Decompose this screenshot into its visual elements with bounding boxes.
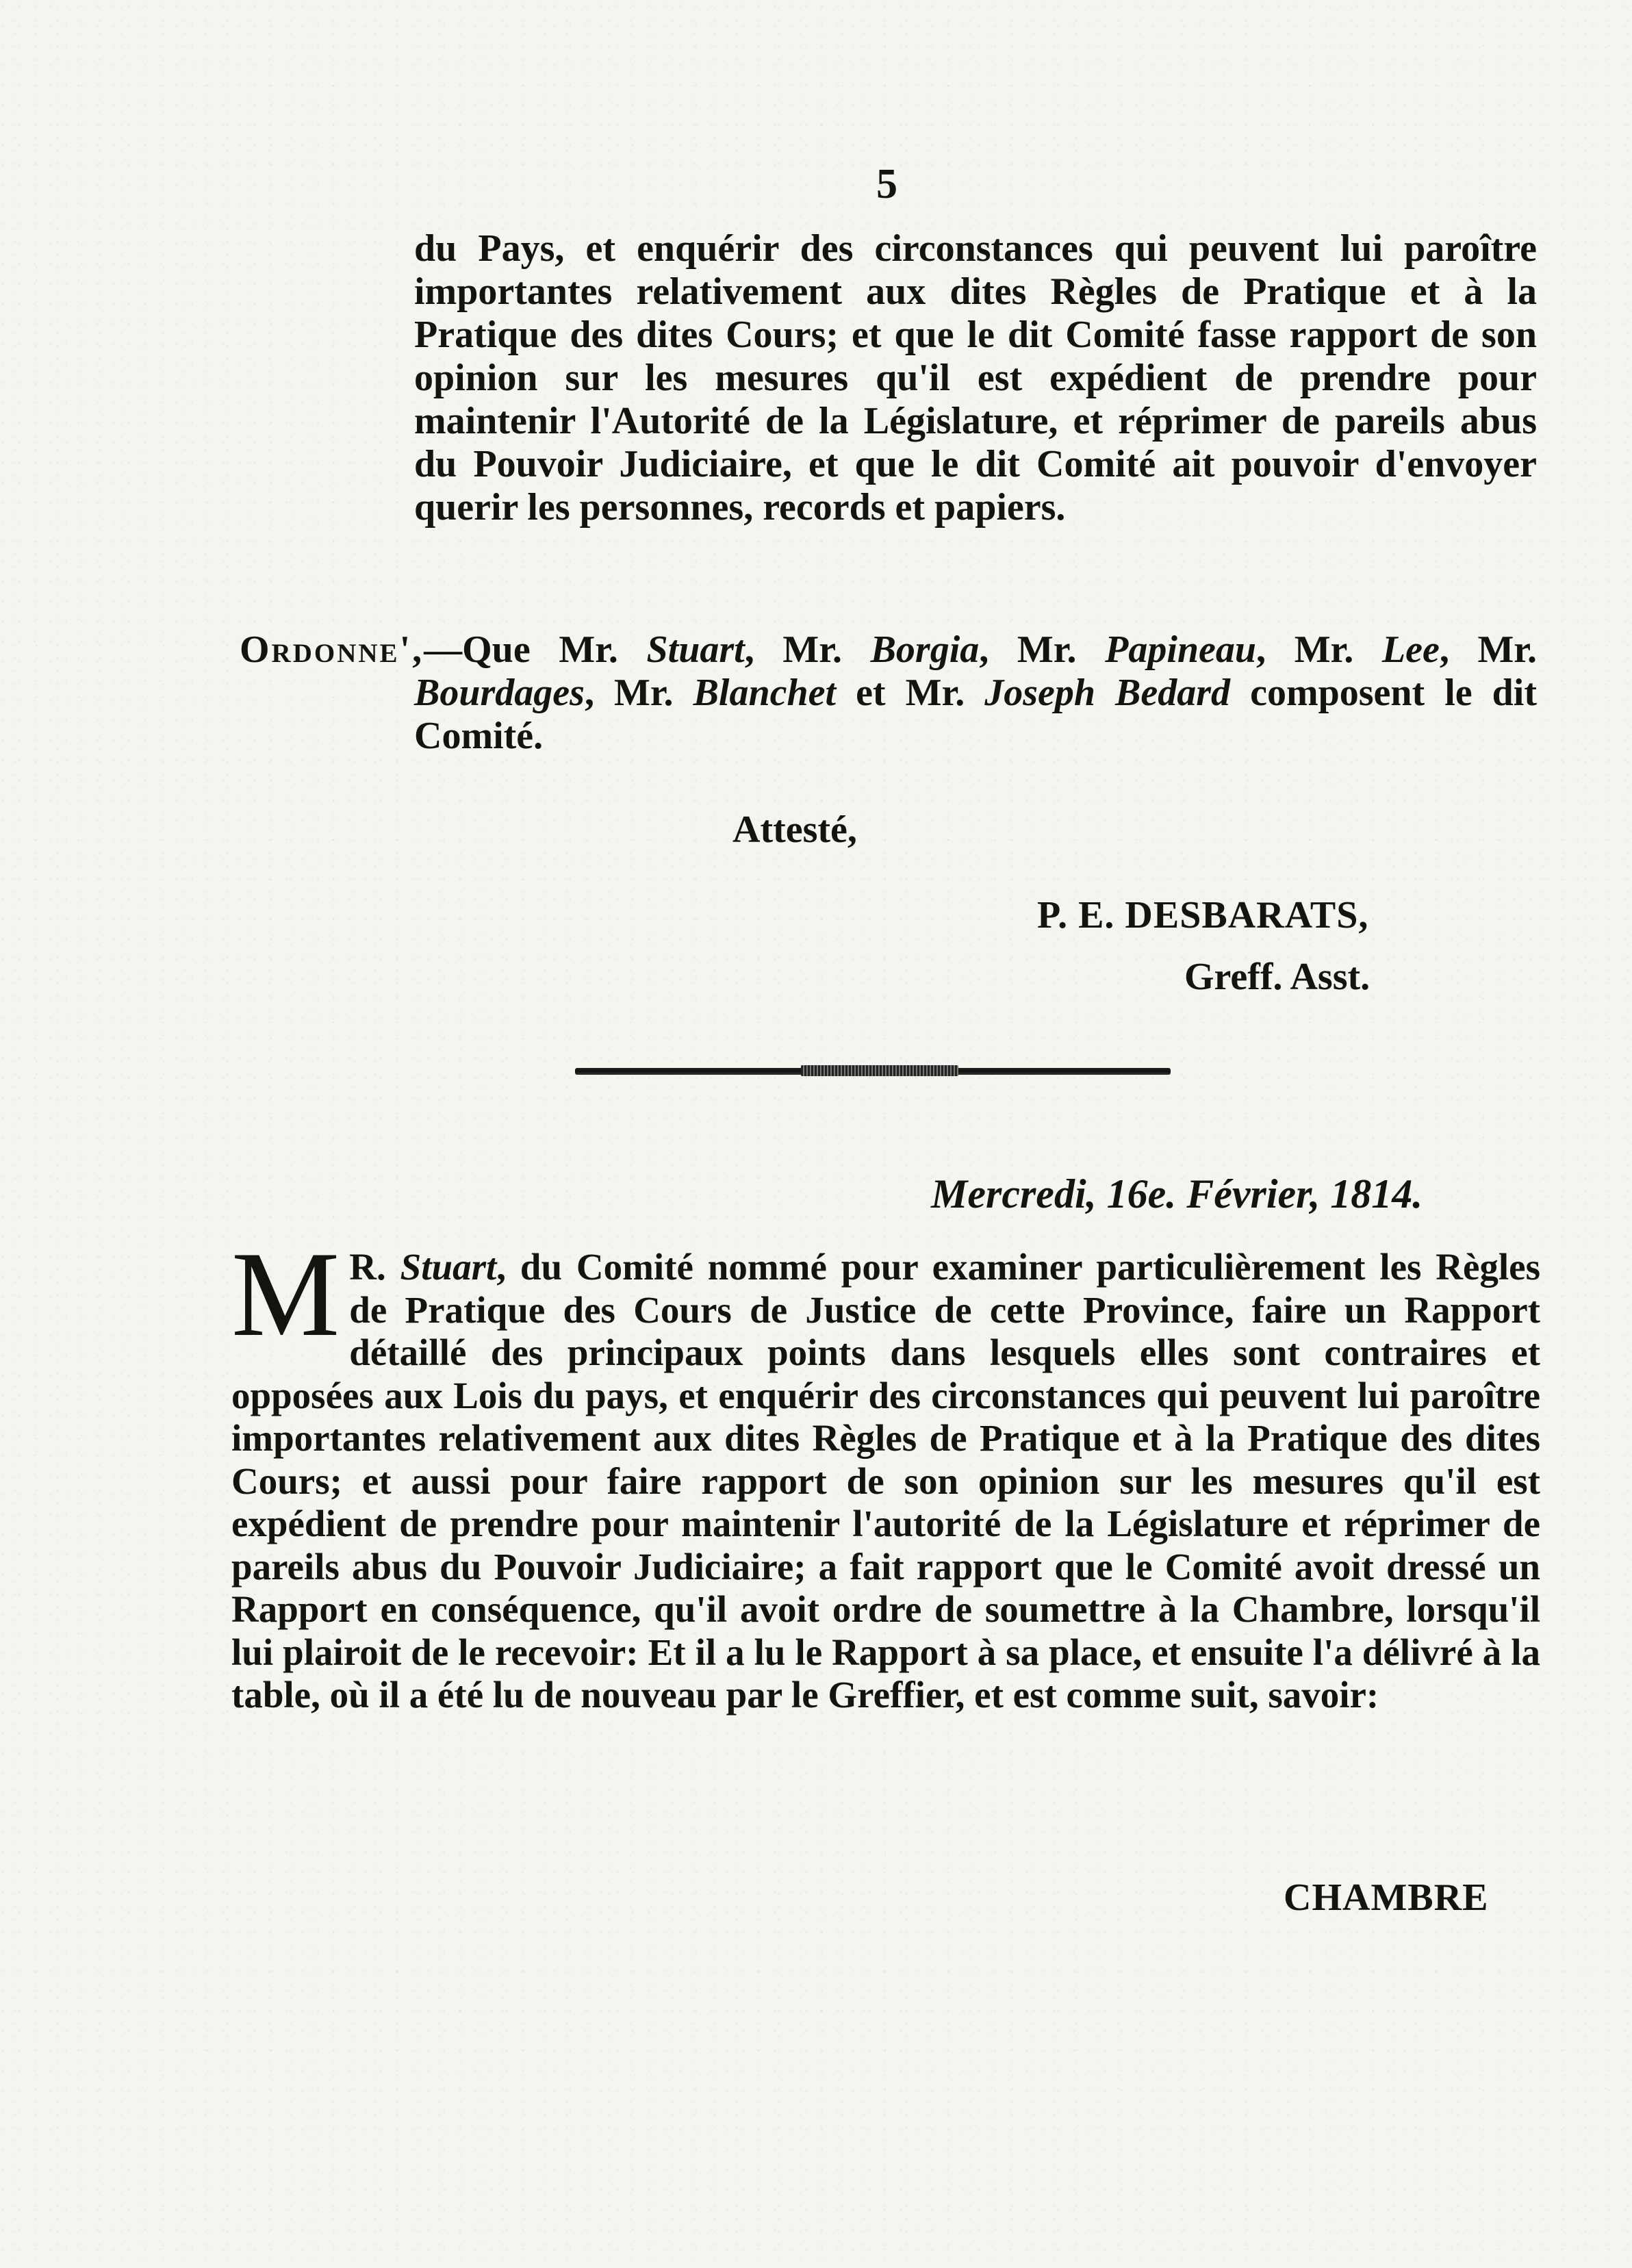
member-borgia: Borgia	[870, 628, 980, 671]
signer-name: P. E. DESBARATS,	[1037, 894, 1369, 936]
report-member-name: Stuart	[400, 1246, 497, 1288]
order-ending: composent le dit Comité.	[414, 672, 1538, 757]
order-paragraph: Ordonne',—Que Mr. Stuart, Mr. Borgia, Mr. Papineau, Mr. Lee, Mr. Bourdages, Mr. Blanchet et Mr. Joseph Bedard composent le dit Comité.	[240, 628, 1538, 757]
member-stuart: Stuart	[646, 628, 745, 671]
mr-prefix: Mr.	[1017, 628, 1106, 671]
mr-prefix: Mr.	[905, 672, 985, 714]
order-dash: —Que	[424, 628, 559, 671]
section-divider-rule	[575, 1068, 1171, 1075]
mr-prefix: Mr.	[613, 672, 693, 714]
conjunction: et	[836, 672, 906, 714]
report-opening: R.	[349, 1246, 400, 1288]
catchword: CHAMBRE	[1284, 1876, 1489, 1919]
mr-prefix: Mr.	[1294, 628, 1382, 671]
member-joseph-bedard: Joseph Bedard	[984, 672, 1231, 714]
member-blanchet: Blanchet	[693, 672, 837, 714]
page-number: 5	[876, 161, 897, 207]
order-label: Ordonne',	[240, 628, 424, 671]
session-date: Mercredi, 16e. Février, 1814.	[931, 1171, 1423, 1216]
member-bourdages: Bourdages	[414, 672, 585, 714]
signer-title: Greff. Asst.	[1184, 956, 1370, 998]
mr-prefix: Mr.	[782, 628, 871, 671]
mr-prefix: Mr.	[559, 628, 647, 671]
report-paragraph	[231, 1226, 1540, 1717]
attestation: Attesté,	[732, 808, 857, 851]
mr-prefix: Mr.	[1477, 628, 1538, 671]
report-body: , du Comité nommé pour examiner particulièrement les Règles de Pratique des Cours de Justice de cette Province, faire un Rapport détaillé des principaux points dans lesquels elles sont contraires et opposées aux Lois du pays, et enquérir des circonstances qui peuvent lui paroître importantes relativement aux dites Règles de Pratique et à la Pratique des dites Cours; et aussi pour faire rapport de son opinion sur les mesures qu'il est expédient de prendre pour maintenir l'autorité de la Législature et réprimer de pareils abus du Pouvoir Judiciaire; a fait rapport que le Comité avoit dressé un Rapport en conséquence, qu'il avoit ordre de soumettre à la Chambre, lorsqu'il lui plairoit de le recevoir: Et il a lu le Rapport à sa place, et ensuite l'a délivré à la table, où il a été lu de nouveau par le Greffier, et est comme suit, savoir:	[231, 1246, 1540, 1716]
member-papineau: Papineau	[1105, 628, 1257, 671]
drop-cap: M	[231, 1226, 340, 1362]
member-lee: Lee	[1381, 628, 1440, 671]
continued-resolution-paragraph: du Pays, et enquérir des circonstances qui peuvent lui paroître importantes relativement aux dites Règles de Pratique et à la Pratique des dites Cours; et que le dit Comité fasse rapport de son opinion sur les mesures qu'il est expédient de prendre pour maintenir l'Autorité de la Législature, et réprimer de pareils abus du Pouvoir Judiciaire, et que le dit Comité ait pouvoir d'envoyer querir les personnes, records et papiers.	[414, 227, 1537, 528]
